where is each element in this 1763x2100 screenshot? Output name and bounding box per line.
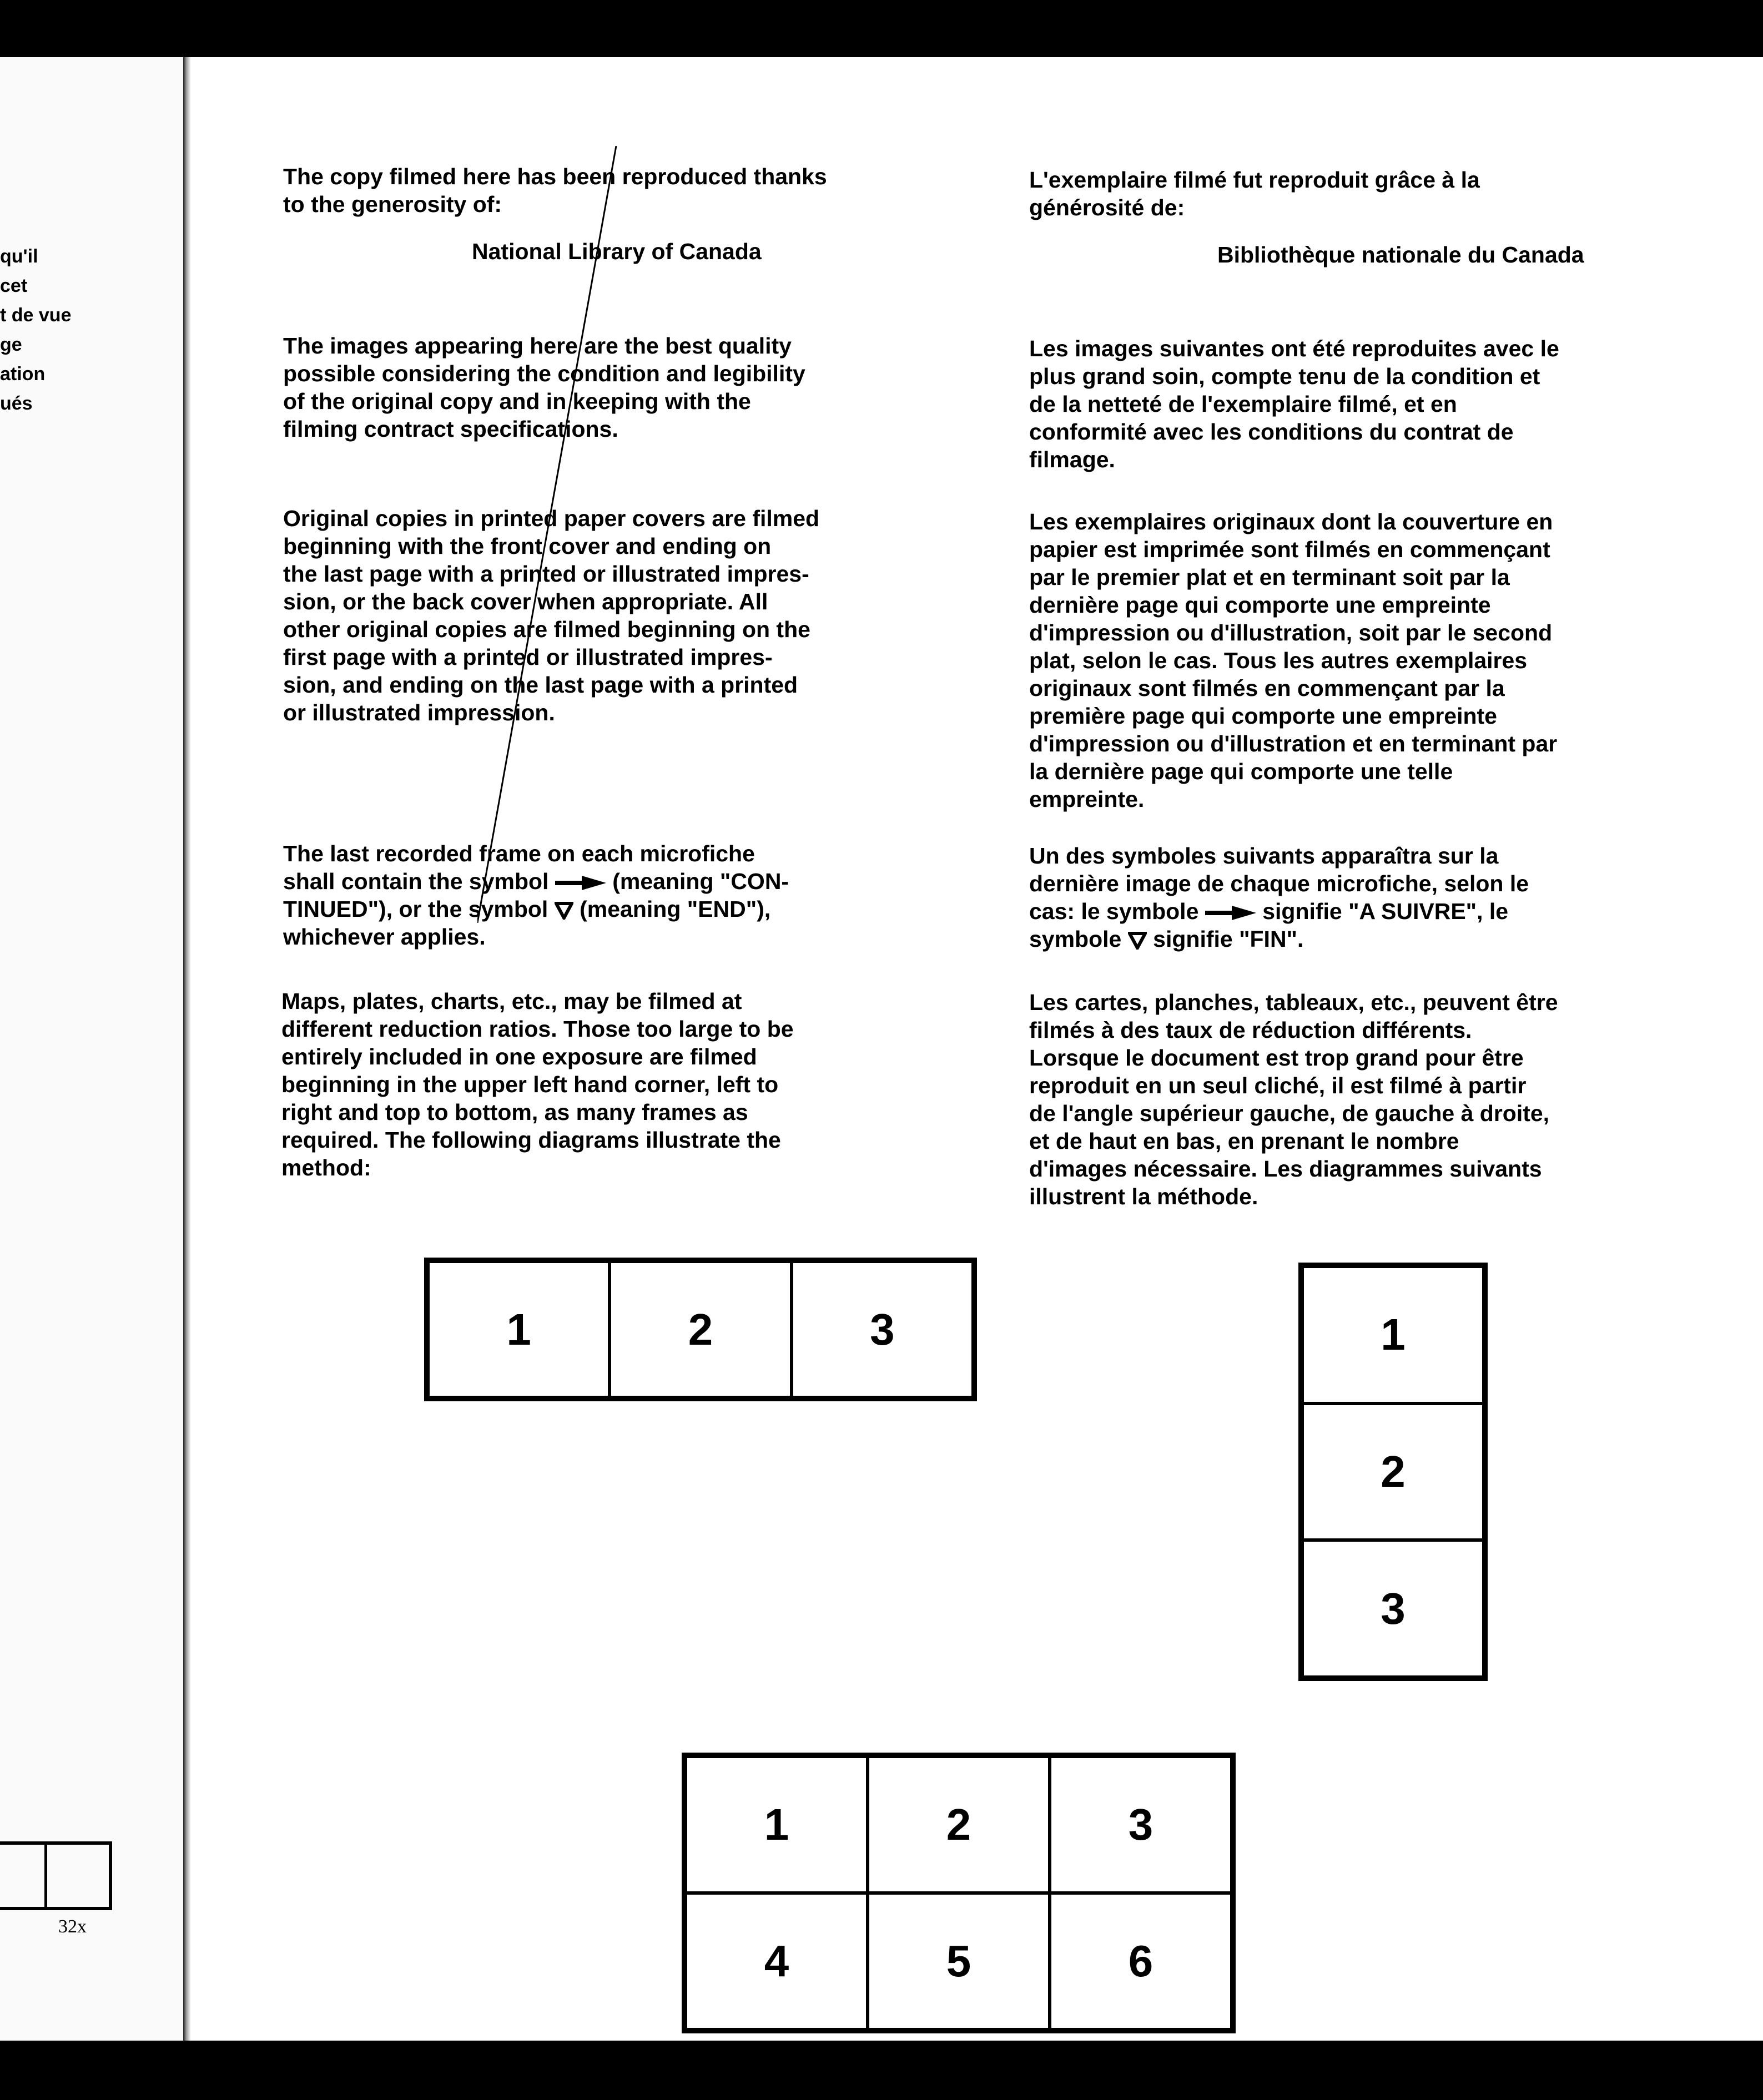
left-fragment: cet xyxy=(0,275,28,296)
column-frame-cell: 1 xyxy=(1302,1266,1484,1404)
english-column xyxy=(283,163,827,218)
grid-diagram xyxy=(682,1753,1236,2033)
text-line: reproduit en un seul cliché, il est filmé à partir xyxy=(1029,1073,1527,1098)
row-frame-cell: 1 xyxy=(428,1261,610,1397)
french-intro-line: L'exemplaire filmé fut reproduit grâce à la xyxy=(1029,167,1480,193)
text-fragment: symbole xyxy=(1029,926,1122,952)
text-line: possible considering the condition and legibility xyxy=(283,361,805,386)
text-fragment: signifie "A SUIVRE", le xyxy=(1262,898,1509,924)
text-line: Lorsque le document est trop grand pour être xyxy=(1029,1045,1524,1071)
english-intro-line: The copy filmed here has been reproduced thanks xyxy=(283,164,827,189)
text-line: et de haut en bas, en prenant le nombre xyxy=(1029,1128,1459,1154)
column-diagram xyxy=(1298,1263,1488,1681)
text-fragment: cas: le symbole xyxy=(1029,898,1199,924)
text-line: or illustrated impression. xyxy=(283,700,555,725)
page-number: 32x xyxy=(58,1916,87,1937)
left-fragment: t de vue xyxy=(0,305,72,326)
english-paragraph-2 xyxy=(283,504,819,726)
left-fragment: qu'il xyxy=(0,246,38,267)
grid-frame-cell: 4 xyxy=(686,1893,868,2030)
english-library-name: National Library of Canada xyxy=(472,239,762,264)
column-frame-cell: 2 xyxy=(1302,1404,1484,1541)
left-fragment: ation xyxy=(0,364,46,385)
english-intro-line: to the generosity of: xyxy=(283,191,502,217)
grid-frame-cell: 3 xyxy=(1050,1756,1232,1893)
text-fragment: (meaning "CON- xyxy=(612,869,789,894)
column-frame-cell: 3 xyxy=(1302,1540,1484,1677)
text-line: method: xyxy=(281,1155,371,1180)
text-line: originaux sont filmés en commençant par la xyxy=(1029,675,1505,701)
left-page-fragment xyxy=(0,57,183,2041)
text-line: conformité avec les conditions du contrat de xyxy=(1029,419,1514,445)
text-line xyxy=(283,867,789,895)
end-triangle-icon xyxy=(1128,932,1147,950)
text-line: Original copies in printed paper covers are filmed xyxy=(283,506,820,531)
grid-frame-cell: 6 xyxy=(1050,1893,1232,2030)
left-frame-diagram xyxy=(0,1841,112,1910)
text-line: the last page with a printed or illustrated impres- xyxy=(283,561,809,587)
text-line: Les images suivantes ont été reproduites avec le xyxy=(1029,336,1559,361)
grid-frame-cell: 2 xyxy=(868,1756,1050,1893)
text-line: d'impression ou d'illustration, soit par le second xyxy=(1029,620,1553,645)
text-line: sion, and ending on the last page with a printed xyxy=(283,672,798,698)
text-line: first page with a printed or illustrated impres- xyxy=(283,644,773,670)
text-line: d'impression ou d'illustration et en terminant par xyxy=(1029,731,1558,756)
french-column xyxy=(1029,166,1480,221)
text-line: plus grand soin, compte tenu de la condition et xyxy=(1029,364,1540,389)
text-line: première page qui comporte une empreinte xyxy=(1029,703,1497,729)
main-page xyxy=(183,57,1763,2041)
text-line xyxy=(283,895,789,923)
text-line: par le premier plat et en terminant soit par la xyxy=(1029,564,1510,590)
french-library-name: Bibliothèque nationale du Canada xyxy=(1217,242,1584,267)
text-line: Les exemplaires originaux dont la couverture en xyxy=(1029,509,1553,534)
text-line: Maps, plates, charts, etc., may be filmed at xyxy=(281,988,742,1014)
row-frame-cell: 3 xyxy=(792,1261,973,1397)
french-paragraph-3 xyxy=(1029,842,1529,953)
french-paragraph-4 xyxy=(1029,988,1558,1210)
continued-arrow-icon xyxy=(555,875,606,891)
text-line: whichever applies. xyxy=(283,924,486,950)
french-paragraph-1 xyxy=(1029,335,1559,473)
text-line: filmage. xyxy=(1029,447,1115,472)
left-fragment: ge xyxy=(0,334,22,355)
text-line: The last recorded frame on each microfiche xyxy=(283,841,755,866)
english-paragraph-1 xyxy=(283,332,805,443)
text-line: dernière page qui comporte une empreinte xyxy=(1029,592,1491,618)
english-paragraph-4 xyxy=(281,987,794,1182)
text-line xyxy=(1029,897,1529,925)
text-line: beginning in the upper left hand corner, left to xyxy=(281,1072,779,1097)
text-line: Un des symboles suivants apparaîtra sur la xyxy=(1029,843,1499,869)
text-line: illustrent la méthode. xyxy=(1029,1184,1258,1209)
continued-arrow-icon xyxy=(1205,905,1256,921)
text-line: Les cartes, planches, tableaux, etc., peuvent être xyxy=(1029,990,1558,1015)
text-line: entirely included in one exposure are filmed xyxy=(281,1044,757,1069)
text-fragment: signifie "FIN". xyxy=(1153,926,1304,952)
text-line: d'images nécessaire. Les diagrammes suivants xyxy=(1029,1156,1542,1182)
text-line: filming contract specifications. xyxy=(283,416,618,442)
text-line: right and top to bottom, as many frames as xyxy=(281,1099,748,1125)
french-paragraph-2 xyxy=(1029,508,1557,813)
text-line: of the original copy and in keeping with the xyxy=(283,388,751,414)
text-line: plat, selon le cas. Tous les autres exemplaires xyxy=(1029,648,1528,673)
grid-frame-cell: 1 xyxy=(686,1756,868,1893)
end-triangle-icon xyxy=(555,902,573,920)
text-fragment: (meaning "END"), xyxy=(580,896,771,922)
text-line xyxy=(1029,925,1529,953)
text-line: other original copies are filmed beginning on the xyxy=(283,617,810,642)
text-line: The images appearing here are the best quality xyxy=(283,333,792,359)
row-frame-cell: 2 xyxy=(610,1261,791,1397)
text-line: papier est imprimée sont filmés en commençant xyxy=(1029,537,1550,562)
text-line: dernière image de chaque microfiche, selon le xyxy=(1029,871,1529,896)
text-line: empreinte. xyxy=(1029,786,1145,812)
text-line: sion, or the back cover when appropriate. All xyxy=(283,589,768,614)
text-fragment: TINUED"), or the symbol xyxy=(283,896,548,922)
text-fragment: shall contain the symbol xyxy=(283,869,549,894)
left-fragment: ués xyxy=(0,393,33,414)
text-line: de l'angle supérieur gauche, de gauche à droite, xyxy=(1029,1101,1550,1126)
english-paragraph-3 xyxy=(283,840,789,951)
text-line: de la netteté de l'exemplaire filmé, et en xyxy=(1029,391,1457,417)
text-line: required. The following diagrams illustrate the xyxy=(281,1127,781,1153)
grid-frame-cell: 5 xyxy=(868,1893,1050,2030)
text-line: filmés à des taux de réduction différents. xyxy=(1029,1017,1472,1043)
text-line: beginning with the front cover and ending on xyxy=(283,533,772,559)
text-line: la dernière page qui comporte une telle xyxy=(1029,759,1453,784)
text-line: different reduction ratios. Those too large to be xyxy=(281,1016,794,1042)
row-diagram xyxy=(424,1258,977,1401)
french-intro-line: générosité de: xyxy=(1029,195,1185,220)
